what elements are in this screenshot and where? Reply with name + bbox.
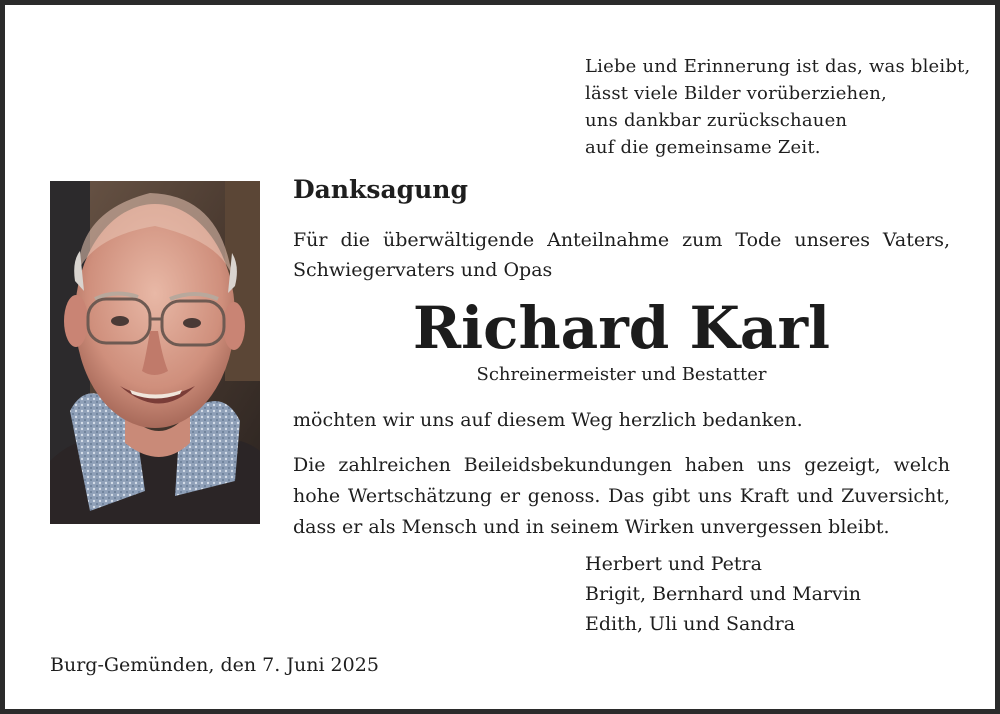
gratitude-paragraph [293,450,950,543]
family-signatures [585,549,861,639]
signature-line: Edith, Uli und Sandra [585,613,796,635]
deceased-name: Richard Karl [412,294,831,362]
poem-line: lässt viele Bilder vorüberziehen, [585,83,887,104]
portrait-photo-icon [50,181,260,524]
poem-line: uns dankbar zurückschauen [585,110,848,131]
poem-line: Liebe und Erinnerung ist das, was bleibt, [585,56,971,77]
thanks-line: möchten wir uns auf diesem Weg herzlich bedanken. [293,409,803,431]
deceased-profession: Schreinermeister und Bestatter [476,364,767,385]
memorial-poem [585,53,970,161]
intro-line: Schwiegervaters und Opas [293,259,553,281]
intro-line: Für die überwältigende Anteilnahme zum Tode unseres Vaters, [293,229,950,251]
poem-line: auf die gemeinsame Zeit. [585,137,821,158]
intro-text [293,225,950,285]
heading-danksagung: Danksagung [293,175,468,204]
signature-line: Brigit, Bernhard und Marvin [585,583,862,605]
place-and-date: Burg-Gemünden, den 7. Juni 2025 [50,654,379,676]
signature-line: Herbert und Petra [585,553,762,575]
paragraph-line: Die zahlreichen Beileidsbekundungen haben uns gezeigt, welch [293,454,950,476]
paragraph-line: dass er als Mensch und in seinem Wirken unvergessen bleibt. [293,516,890,538]
paragraph-line: hohe Wertschätzung er genoss. Das gibt uns Kraft und Zuversicht, [293,485,950,507]
